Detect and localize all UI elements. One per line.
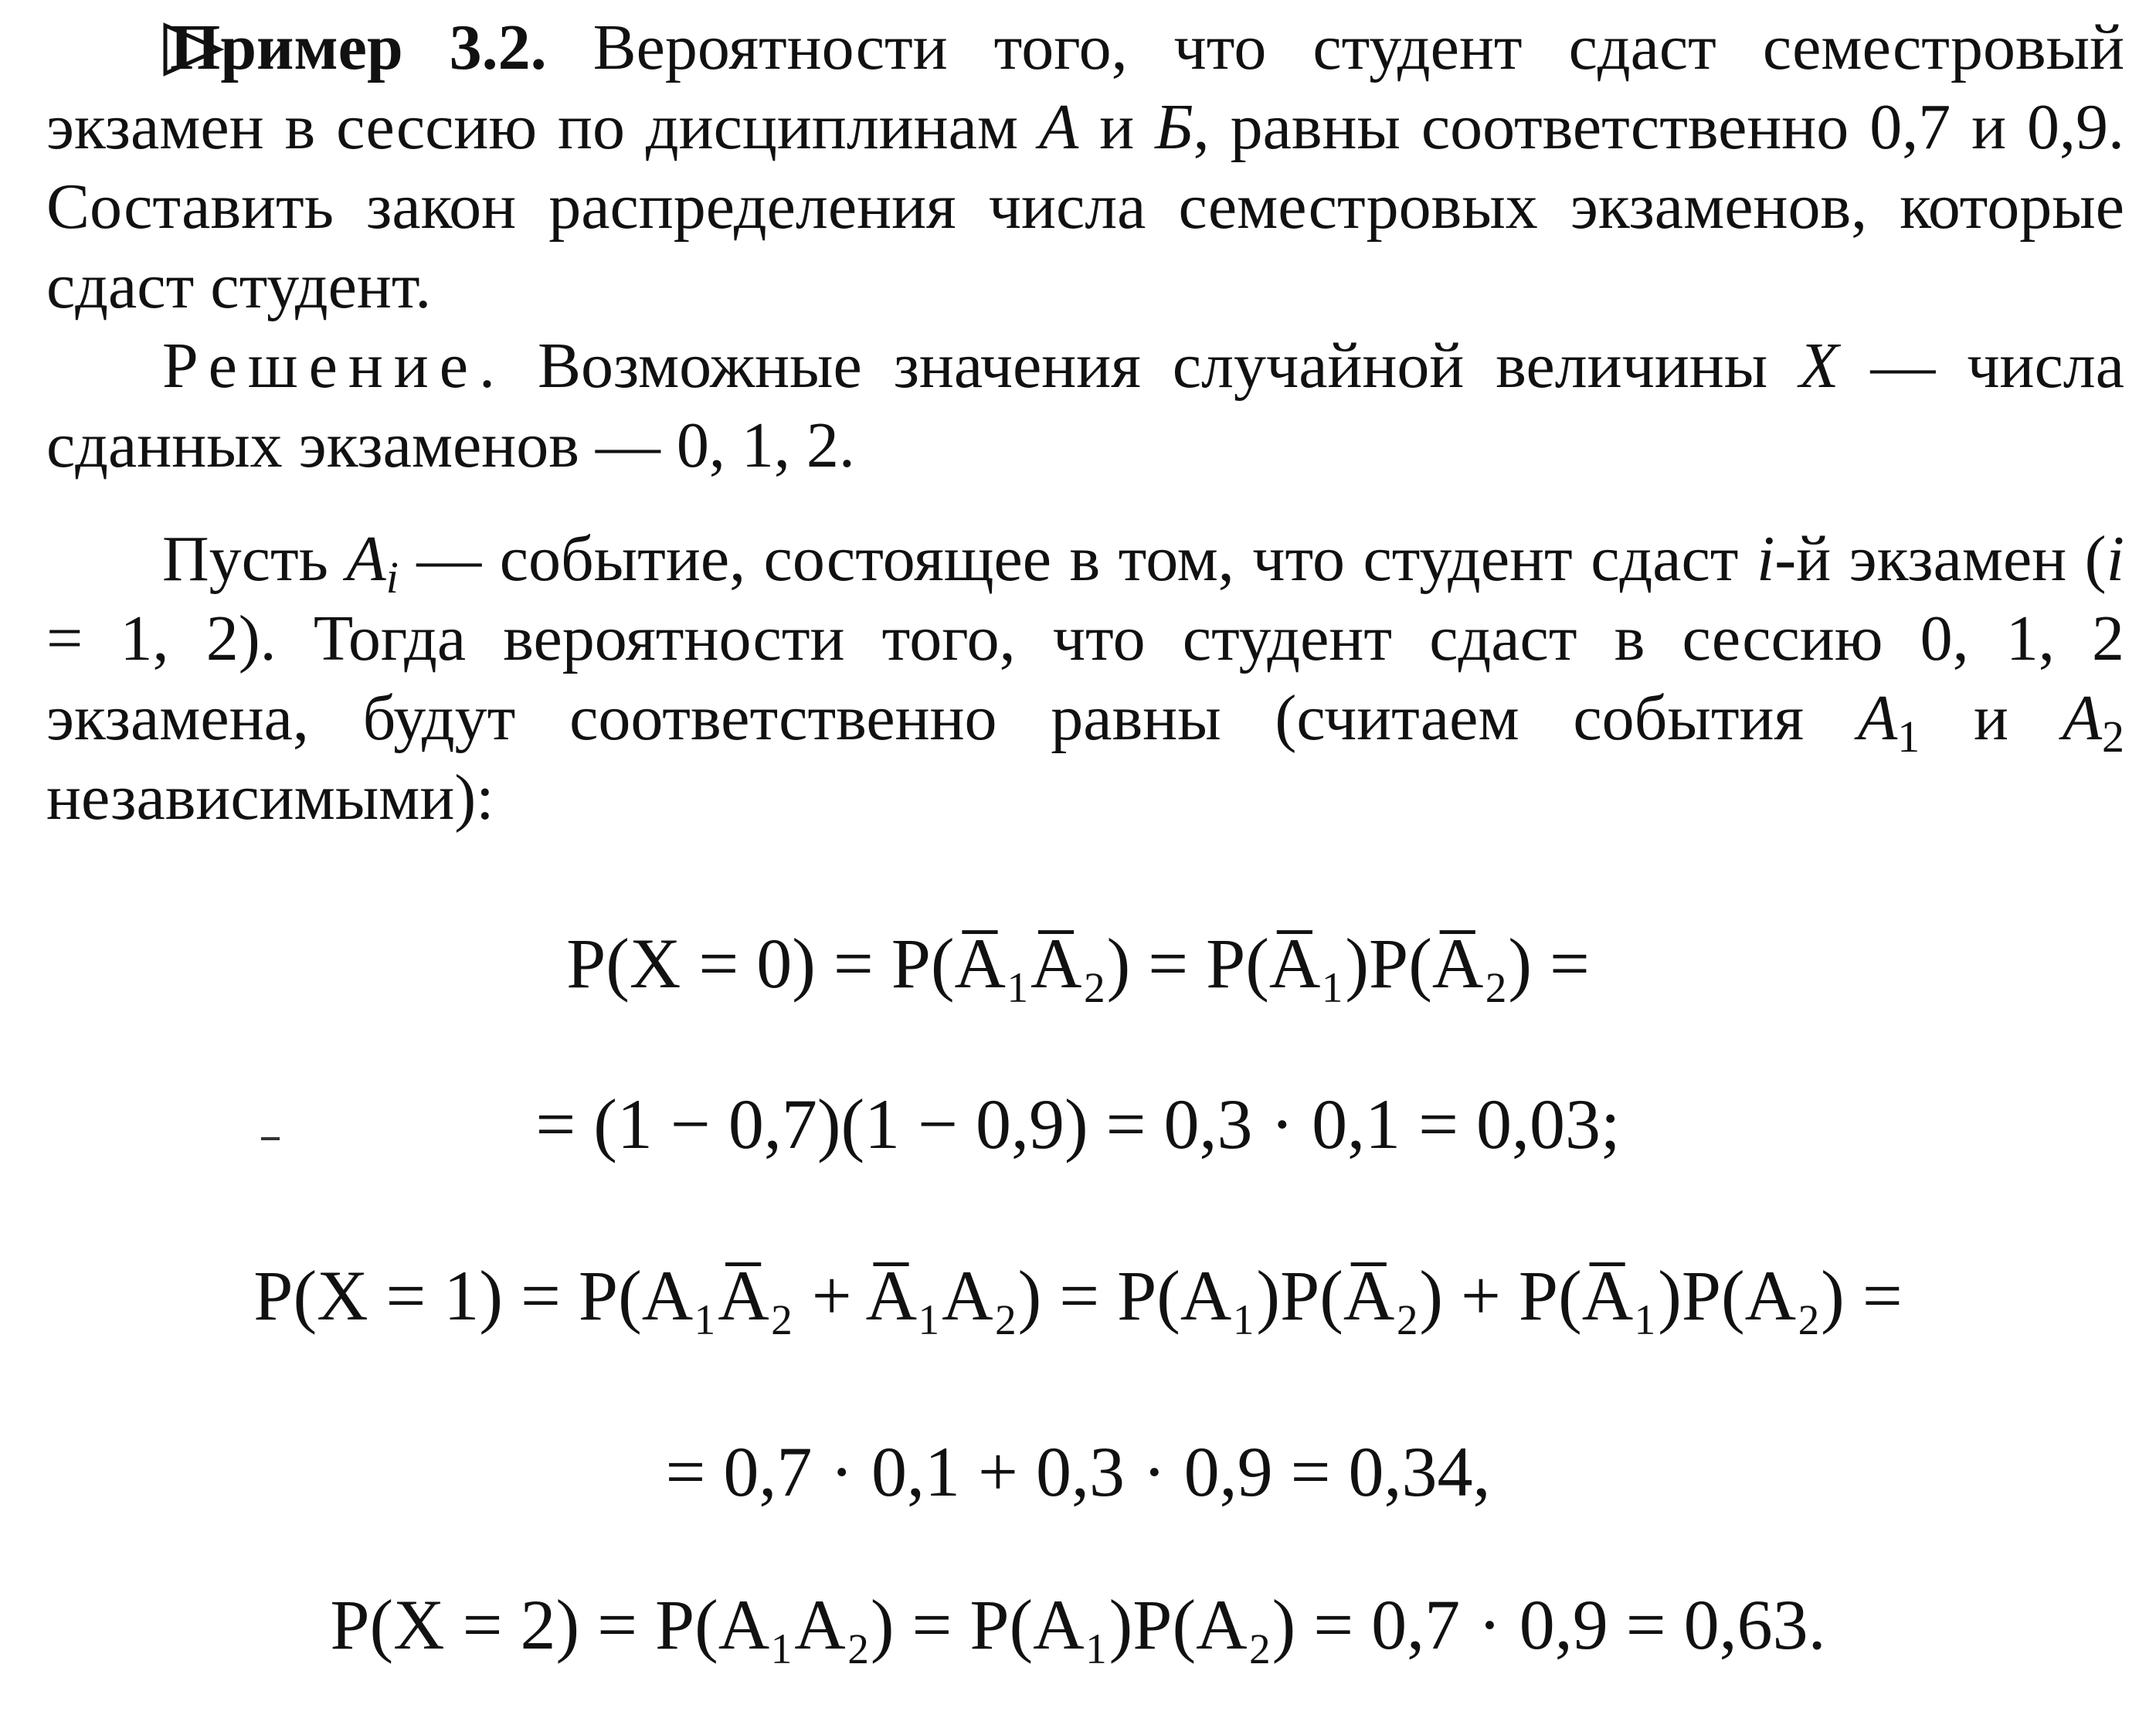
event-text-3: -й экзамен (	[1774, 523, 2107, 595]
event-text-4: = 1, 2). Тогда вероятности того, что студент сдаст в сессию 0, 1, 2 экзамена, будут соответственно равны (считаем события	[46, 603, 2124, 754]
solution-label: Решение.	[162, 330, 507, 402]
event-text-2: — событие, состоящее в том, что студент сдаст	[398, 523, 1757, 595]
event-ai: A	[346, 523, 386, 595]
example-label: Пример 3.2.	[170, 12, 547, 83]
event-i: i	[1756, 523, 1775, 595]
event-a1-sub: 1	[1897, 711, 1920, 762]
event-paragraph	[46, 519, 2124, 837]
event-ai-sub: i	[385, 552, 399, 603]
event-text-1: Пусть	[162, 523, 347, 595]
var-a: А	[1038, 91, 1079, 163]
example-text: Вероятности того, что студент сдаст семестровый экзамен в сессию по дисциплинам	[46, 12, 2125, 163]
event-i-2: i	[2106, 523, 2125, 595]
var-b: Б	[1155, 91, 1193, 163]
solution-text: Возможные значения случайной величины	[506, 330, 1800, 402]
event-a1: A	[1857, 682, 1898, 754]
formula-p-x0: P(X = 0) = P(A̅₁A̅₂) = P(A̅₁)P(A̅₂) =	[566, 924, 1590, 1003]
and-word: и	[1078, 91, 1156, 163]
formula-p-x1: P(X = 1) = P(A₁A̅₂ + A̅₁A₂) = P(A₁)P(A̅₂) + P(A̅₁)P(A₂) =	[253, 1256, 1903, 1335]
event-text-6: независимыми):	[46, 762, 494, 834]
formula-p-x1-calc: = 0,7 · 0,1 + 0,3 · 0,9 = 0,34,	[665, 1432, 1491, 1511]
formula-p-x0-calc: = (1 − 0,7)(1 − 0,9) = 0,3 · 0,1 = 0,03;	[535, 1085, 1621, 1163]
solution-text-2: — числа сданных экзаменов — 0, 1, 2.	[46, 330, 2124, 481]
formula-p-x2: P(X = 2) = P(A₁A₂) = P(A₁)P(A₂) = 0,7 · 0,9 = 0,63.	[330, 1585, 1826, 1664]
example-text-2: , равны соответственно 0,7 и 0,9. Составить закон распределения числа семестровых экзаменов, которые сдаст студент.	[46, 91, 2125, 322]
event-a2-sub: 2	[2102, 711, 2125, 762]
event-a2: A	[2062, 682, 2103, 754]
example-paragraph	[46, 8, 2124, 485]
event-text-5: и	[1920, 682, 2063, 754]
var-x: X	[1799, 330, 1839, 402]
stray-mark	[261, 1137, 280, 1140]
